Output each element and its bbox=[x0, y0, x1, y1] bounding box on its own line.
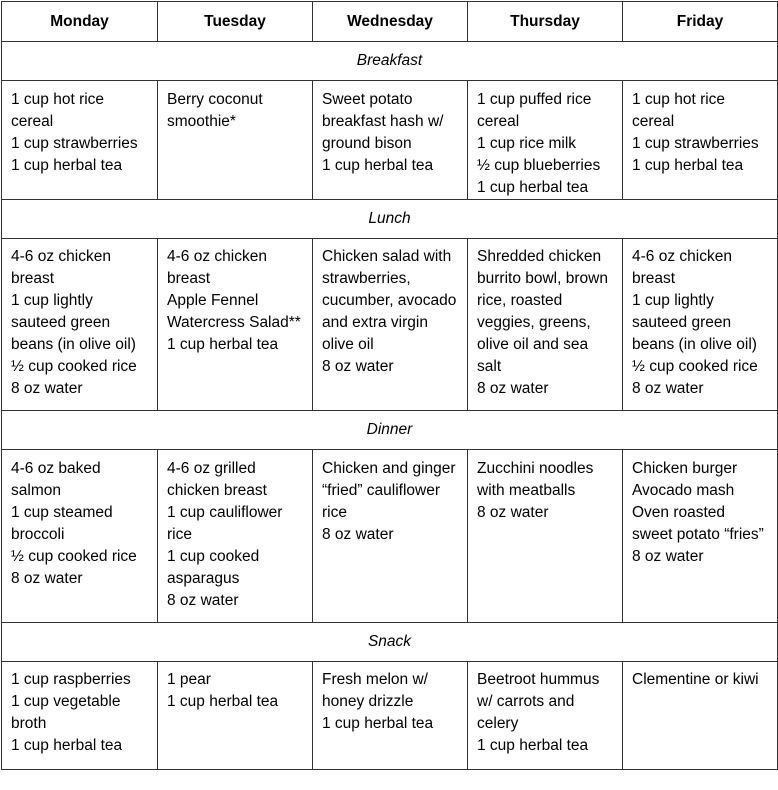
breakfast-cell-wednesday bbox=[313, 81, 468, 200]
meal-item: 1 cup herbal tea bbox=[322, 157, 434, 174]
meal-item: 8 oz water bbox=[632, 380, 704, 397]
meal-item: 8 oz water bbox=[11, 380, 83, 397]
meal-item: Chicken burger bbox=[632, 460, 738, 477]
meal-item: 1 cup lightly sauteed green beans (in olive oil) bbox=[632, 292, 757, 353]
meal-item: 4-6 oz chicken breast bbox=[167, 248, 272, 287]
breakfast-cell-thursday bbox=[468, 81, 623, 200]
day-header-tuesday: Tuesday bbox=[158, 2, 313, 42]
meal-item: ½ cup blueberries bbox=[477, 157, 601, 174]
meal-item: 1 cup lightly sauteed green beans (in olive oil) bbox=[11, 292, 136, 353]
lunch-cell-friday bbox=[623, 239, 778, 411]
meal-item: 1 cup vegetable broth bbox=[11, 693, 125, 732]
dinner-cell-thursday bbox=[468, 450, 623, 623]
meal-item: Berry coconut smoothie* bbox=[167, 91, 267, 130]
dinner-cell-wednesday bbox=[313, 450, 468, 623]
meal-item: 1 pear bbox=[167, 671, 211, 688]
meal-item: 1 cup herbal tea bbox=[477, 179, 589, 196]
meal-item: Sweet potato breakfast hash w/ ground bison bbox=[322, 91, 448, 152]
breakfast-cell-monday bbox=[2, 81, 158, 200]
meal-item: 1 cup herbal tea bbox=[322, 715, 434, 732]
section-title-breakfast: Breakfast bbox=[2, 42, 778, 81]
day-header-friday: Friday bbox=[623, 2, 778, 42]
breakfast-cell-tuesday bbox=[158, 81, 313, 200]
meal-item: 1 cup puffed rice cereal bbox=[477, 91, 596, 130]
lunch-cell-wednesday bbox=[313, 239, 468, 411]
section-row-lunch bbox=[2, 200, 778, 239]
meal-item: 1 cup cauliflower rice bbox=[167, 504, 287, 543]
section-row-dinner bbox=[2, 411, 778, 450]
snack-cell-friday bbox=[623, 662, 778, 770]
snack-cell-wednesday bbox=[313, 662, 468, 770]
meal-plan-table bbox=[1, 1, 778, 770]
meal-item: 1 cup strawberries bbox=[11, 135, 138, 152]
meal-item: 1 cup herbal tea bbox=[477, 737, 589, 754]
day-header-thursday: Thursday bbox=[468, 2, 623, 42]
meal-item: ½ cup cooked rice bbox=[632, 358, 758, 375]
meal-item: Beetroot hummus w/ carrots and celery bbox=[477, 671, 604, 732]
lunch-cell-thursday bbox=[468, 239, 623, 411]
meal-item: 1 cup herbal tea bbox=[167, 336, 279, 353]
meal-item: 8 oz water bbox=[322, 526, 394, 543]
meal-item: Apple Fennel Watercress Salad** bbox=[167, 292, 301, 331]
snack-items-row bbox=[2, 662, 778, 770]
lunch-cell-tuesday bbox=[158, 239, 313, 411]
meal-item: 1 cup hot rice cereal bbox=[11, 91, 109, 130]
meal-item: Avocado mash bbox=[632, 482, 735, 499]
meal-item: 4-6 oz baked salmon bbox=[11, 460, 105, 499]
meal-item: 4-6 oz chicken breast bbox=[632, 248, 737, 287]
meal-item: 8 oz water bbox=[632, 548, 704, 565]
lunch-cell-monday bbox=[2, 239, 158, 411]
day-header-wednesday: Wednesday bbox=[313, 2, 468, 42]
meal-item: 1 cup rice milk bbox=[477, 135, 577, 152]
breakfast-cell-friday bbox=[623, 81, 778, 200]
dinner-cell-tuesday bbox=[158, 450, 313, 623]
meal-item: ½ cup cooked rice bbox=[11, 548, 137, 565]
dinner-items-row bbox=[2, 450, 778, 623]
dinner-cell-monday bbox=[2, 450, 158, 623]
breakfast-items-row bbox=[2, 81, 778, 200]
meal-item: Clementine or kiwi bbox=[632, 671, 759, 688]
meal-item: Oven roasted sweet potato “fries” bbox=[632, 504, 764, 543]
day-header-monday: Monday bbox=[2, 2, 158, 42]
snack-cell-tuesday bbox=[158, 662, 313, 770]
meal-item: 4-6 oz chicken breast bbox=[11, 248, 116, 287]
lunch-items-row bbox=[2, 239, 778, 411]
meal-item: 1 cup herbal tea bbox=[167, 693, 279, 710]
section-title-snack: Snack bbox=[2, 623, 778, 662]
meal-item: ½ cup cooked rice bbox=[11, 358, 137, 375]
section-title-lunch: Lunch bbox=[2, 200, 778, 239]
meal-item: 1 cup cooked asparagus bbox=[167, 548, 264, 587]
meal-item: Shredded chicken burrito bowl, brown rice, roasted veggies, greens, olive oil and sea salt bbox=[477, 248, 613, 375]
meal-item: 1 cup herbal tea bbox=[11, 737, 123, 754]
meal-item: Chicken and ginger “fried” cauliflower rice bbox=[322, 460, 460, 521]
meal-item: 8 oz water bbox=[167, 592, 239, 609]
meal-item: 8 oz water bbox=[477, 380, 549, 397]
meal-item: 4-6 oz grilled chicken breast bbox=[167, 460, 267, 499]
meal-item: 1 cup herbal tea bbox=[632, 157, 744, 174]
snack-cell-thursday bbox=[468, 662, 623, 770]
meal-item: 1 cup steamed broccoli bbox=[11, 504, 117, 543]
meal-item: 1 cup hot rice cereal bbox=[632, 91, 730, 130]
meal-item: 8 oz water bbox=[477, 504, 549, 521]
meal-item: Zucchini noodles with meatballs bbox=[477, 460, 598, 499]
section-row-snack bbox=[2, 623, 778, 662]
meal-item: Fresh melon w/ honey drizzle bbox=[322, 671, 433, 710]
snack-cell-monday bbox=[2, 662, 158, 770]
meal-item: Chicken salad with strawberries, cucumber, avocado and extra virgin olive oil bbox=[322, 248, 461, 353]
section-title-dinner: Dinner bbox=[2, 411, 778, 450]
section-row-breakfast bbox=[2, 42, 778, 81]
meal-item: 1 cup herbal tea bbox=[11, 157, 123, 174]
meal-item: 1 cup raspberries bbox=[11, 671, 131, 688]
meal-item: 8 oz water bbox=[11, 570, 83, 587]
meal-item: 8 oz water bbox=[322, 358, 394, 375]
day-header-row bbox=[2, 2, 778, 42]
meal-item: 1 cup strawberries bbox=[632, 135, 759, 152]
dinner-cell-friday bbox=[623, 450, 778, 623]
